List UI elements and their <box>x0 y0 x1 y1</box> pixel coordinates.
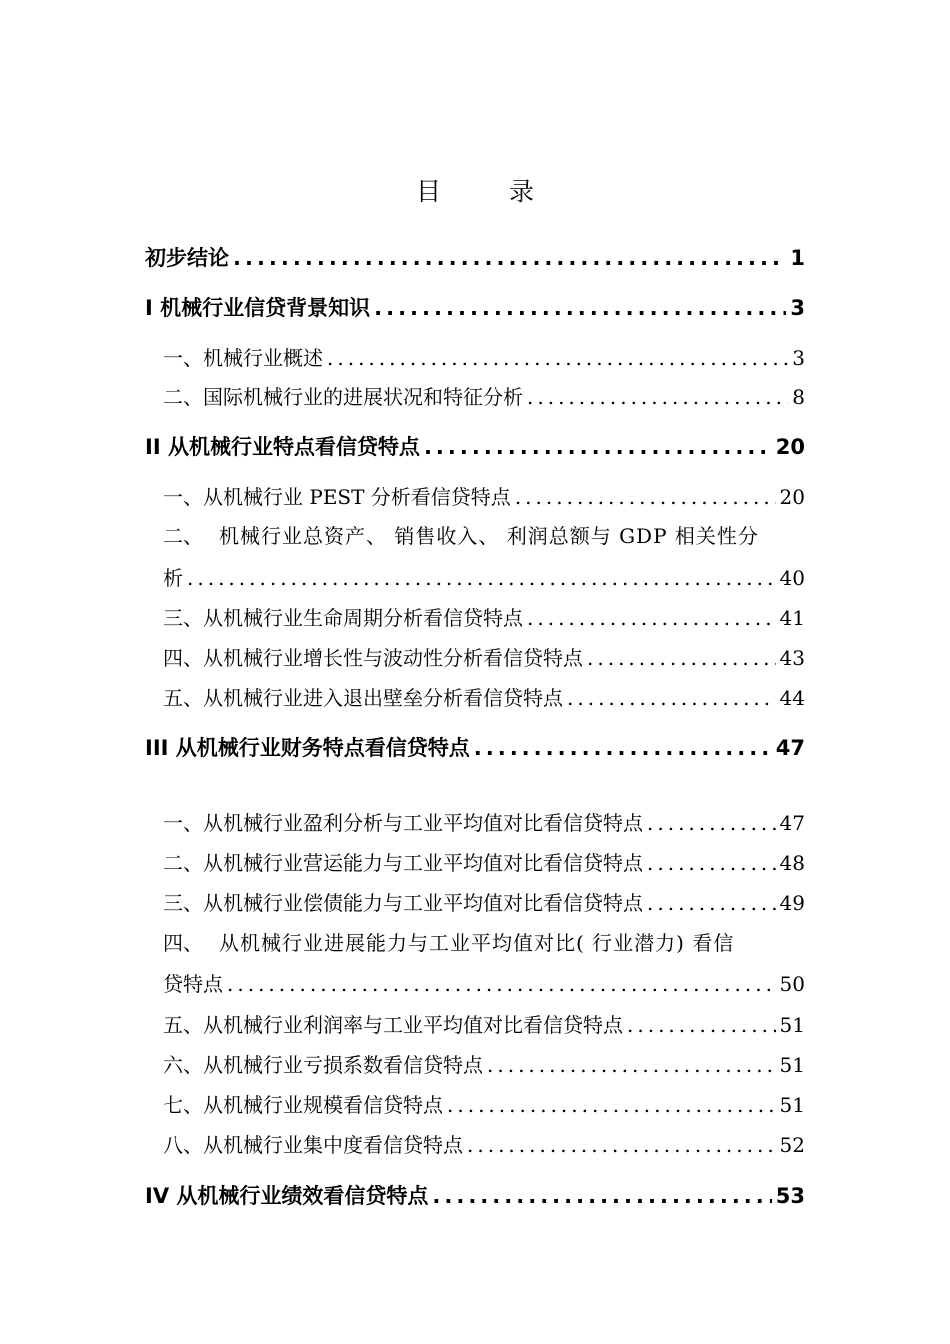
toc-entry-number: 一、 <box>163 485 203 509</box>
dot-leader <box>474 736 772 760</box>
toc-entry-page: 1 <box>790 246 805 270</box>
dot-leader <box>487 1053 776 1077</box>
toc-entry-page: 8 <box>792 385 805 409</box>
toc-entry-number: 四、 <box>163 931 203 955</box>
dot-leader <box>627 1013 776 1037</box>
toc-entry-label: II 从机械行业特点看信贷特点 <box>145 435 420 459</box>
dot-leader <box>374 296 786 320</box>
dot-leader <box>647 891 776 915</box>
toc-entry-page: 52 <box>779 1133 805 1157</box>
toc-title: 目 录 <box>416 177 564 206</box>
toc-entry[interactable] <box>163 887 805 916</box>
toc-entry-label: 从机械行业利润率与工业平均值对比看信贷特点 <box>203 1013 623 1037</box>
toc-entry-number: 一、 <box>163 811 203 835</box>
toc-entry-continuation[interactable] <box>163 968 805 997</box>
toc-entry[interactable] <box>163 682 805 711</box>
toc-entry-label: 析 <box>163 566 183 590</box>
dot-leader <box>467 1133 776 1157</box>
dot-leader <box>567 686 776 710</box>
toc-entry[interactable] <box>163 847 805 876</box>
toc-entry-label: 贷特点 <box>163 972 223 996</box>
toc-entry-label: 初步结论 <box>145 246 229 270</box>
toc-entry-page: 47 <box>775 736 805 760</box>
toc-entry[interactable] <box>163 807 805 836</box>
dot-leader <box>527 606 776 630</box>
toc-entry-number: 三、 <box>163 891 203 915</box>
dot-leader <box>527 385 788 409</box>
toc-entry-label: 从机械行业偿债能力与工业平均值对比看信贷特点 <box>203 891 643 915</box>
toc-entry-page: 50 <box>779 972 805 996</box>
toc-entry[interactable] <box>145 431 805 461</box>
toc-entry-page: 49 <box>779 891 805 915</box>
dot-leader <box>233 246 786 270</box>
toc-entry-page: 51 <box>779 1093 805 1117</box>
toc-entry[interactable] <box>163 1089 805 1118</box>
dot-leader <box>647 811 776 835</box>
toc-entry-label: 从机械行业规模看信贷特点 <box>203 1093 443 1117</box>
toc-entry-label: 国际机械行业的进展状况和特征分析 <box>203 385 523 409</box>
toc-entry-number: 六、 <box>163 1053 203 1077</box>
toc-entry-label: III 从机械行业财务特点看信贷特点 <box>145 736 470 760</box>
toc-entry-page: 41 <box>779 606 805 630</box>
toc-entry-number: 四、 <box>163 646 203 670</box>
toc-entry-page: 20 <box>775 435 805 459</box>
toc-entry-page: 3 <box>792 346 805 370</box>
toc-entry[interactable] <box>163 1129 805 1158</box>
toc-entry-number: 八、 <box>163 1133 203 1157</box>
toc-entry-label: 从机械行业盈利分析与工业平均值对比看信贷特点 <box>203 811 643 835</box>
toc-entry-page: 53 <box>775 1184 805 1208</box>
toc-entry-number: 五、 <box>163 686 203 710</box>
toc-entry-label: I 机械行业信贷背景知识 <box>145 296 371 320</box>
toc-entry-page: 3 <box>790 296 805 320</box>
toc-entry[interactable] <box>145 732 805 762</box>
dot-leader <box>187 566 776 590</box>
toc-entry[interactable] <box>163 381 805 410</box>
dot-leader <box>587 646 776 670</box>
toc-entry-label: 从机械行业集中度看信贷特点 <box>203 1133 463 1157</box>
toc-entry-label: 从机械行业 PEST 分析看信贷特点 <box>203 485 511 509</box>
toc-entry[interactable] <box>163 1049 805 1078</box>
toc-entry[interactable] <box>163 481 805 510</box>
dot-leader <box>327 346 788 370</box>
toc-entry[interactable] <box>163 642 805 671</box>
dot-leader <box>447 1093 776 1117</box>
dot-leader <box>647 851 776 875</box>
toc-entry-page: 20 <box>779 485 805 509</box>
toc-entry-label: 从机械行业增长性与波动性分析看信贷特点 <box>203 646 583 670</box>
toc-entry-page: 40 <box>779 566 805 590</box>
toc-entry-continuation[interactable] <box>163 562 805 591</box>
toc-entry-label: 从机械行业生命周期分析看信贷特点 <box>203 606 523 630</box>
toc-entry-label: 从机械行业进入退出壁垒分析看信贷特点 <box>203 686 563 710</box>
toc-entry-label: 机械行业概述 <box>203 346 323 370</box>
toc-entry-label: 从机械行业进展能力与工业平均值对比( 行业潜力) 看信 <box>219 931 735 955</box>
toc-entry-label: 从机械行业亏损系数看信贷特点 <box>203 1053 483 1077</box>
toc-entry-number: 七、 <box>163 1093 203 1117</box>
toc-entry-page: 51 <box>779 1013 805 1037</box>
toc-entry-page: 43 <box>779 646 805 670</box>
toc-entry-number: 一、 <box>163 346 203 370</box>
toc-entry-page: 47 <box>779 811 805 835</box>
toc-entry[interactable] <box>163 520 805 549</box>
toc-entry-number: 五、 <box>163 1013 203 1037</box>
toc-entry[interactable] <box>163 342 805 371</box>
toc-entry-label: 从机械行业营运能力与工业平均值对比看信贷特点 <box>203 851 643 875</box>
toc-entry-label: IV 从机械行业绩效看信贷特点 <box>145 1184 429 1208</box>
toc-entry[interactable] <box>163 602 805 631</box>
dot-leader <box>227 972 776 996</box>
dot-leader <box>432 1184 771 1208</box>
toc-entry[interactable] <box>145 1180 805 1210</box>
toc-entry-page: 48 <box>779 851 805 875</box>
toc-entry-number: 二、 <box>163 851 203 875</box>
toc-entry-label: 机械行业总资产、 销售收入、 利润总额与 GDP 相关性分 <box>219 524 759 548</box>
toc-entry-page: 51 <box>779 1053 805 1077</box>
toc-entry-page: 44 <box>779 686 805 710</box>
toc-entry-number: 二、 <box>163 385 203 409</box>
dot-leader <box>424 435 772 459</box>
toc-entry[interactable] <box>163 1009 805 1038</box>
toc-entry[interactable] <box>145 292 805 322</box>
dot-leader <box>515 485 776 509</box>
toc-entry[interactable] <box>145 242 805 272</box>
toc-entry[interactable] <box>163 927 805 956</box>
toc-entry-number: 二、 <box>163 524 203 548</box>
toc-entry-number: 三、 <box>163 606 203 630</box>
